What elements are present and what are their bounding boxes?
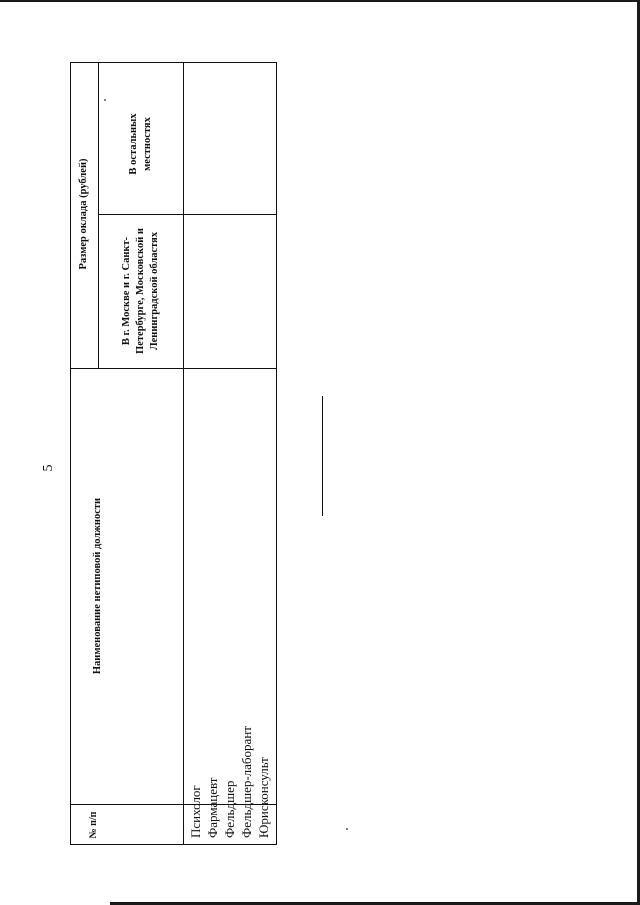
scan-speck	[346, 828, 348, 830]
table-row-4-position: Фельдшер-лаборант	[239, 726, 254, 838]
header-position-name: Наименование нетиповой должности	[92, 497, 103, 675]
header-body-divider	[183, 62, 184, 845]
header-salary-moscow: В г. Москве и г. Санкт-Петербурге, Московской и Ленинградской областях	[121, 228, 160, 354]
header-number: № п/п	[88, 811, 99, 839]
table-row-2-position: Фармацевт	[205, 777, 220, 838]
salary-subcolumn-divider	[98, 214, 277, 215]
separator-line	[322, 396, 323, 516]
header-salary-group: Размер оклада (рублей)	[78, 158, 89, 270]
positions-list	[187, 638, 277, 838]
page-number: 5	[41, 464, 56, 472]
table-row-1-position: Психолог	[188, 785, 203, 838]
table-border-left	[70, 62, 71, 845]
table-row-5-position: Юрисконсульт	[256, 757, 271, 838]
table-row-3-position: Фельдшер	[222, 780, 237, 838]
header-salary-other: В остальных местностях	[128, 113, 153, 175]
scan-speck	[104, 99, 106, 101]
table-border-top	[70, 62, 277, 63]
scan-edge-top	[0, 0, 640, 2]
divider-position-column	[70, 368, 277, 369]
